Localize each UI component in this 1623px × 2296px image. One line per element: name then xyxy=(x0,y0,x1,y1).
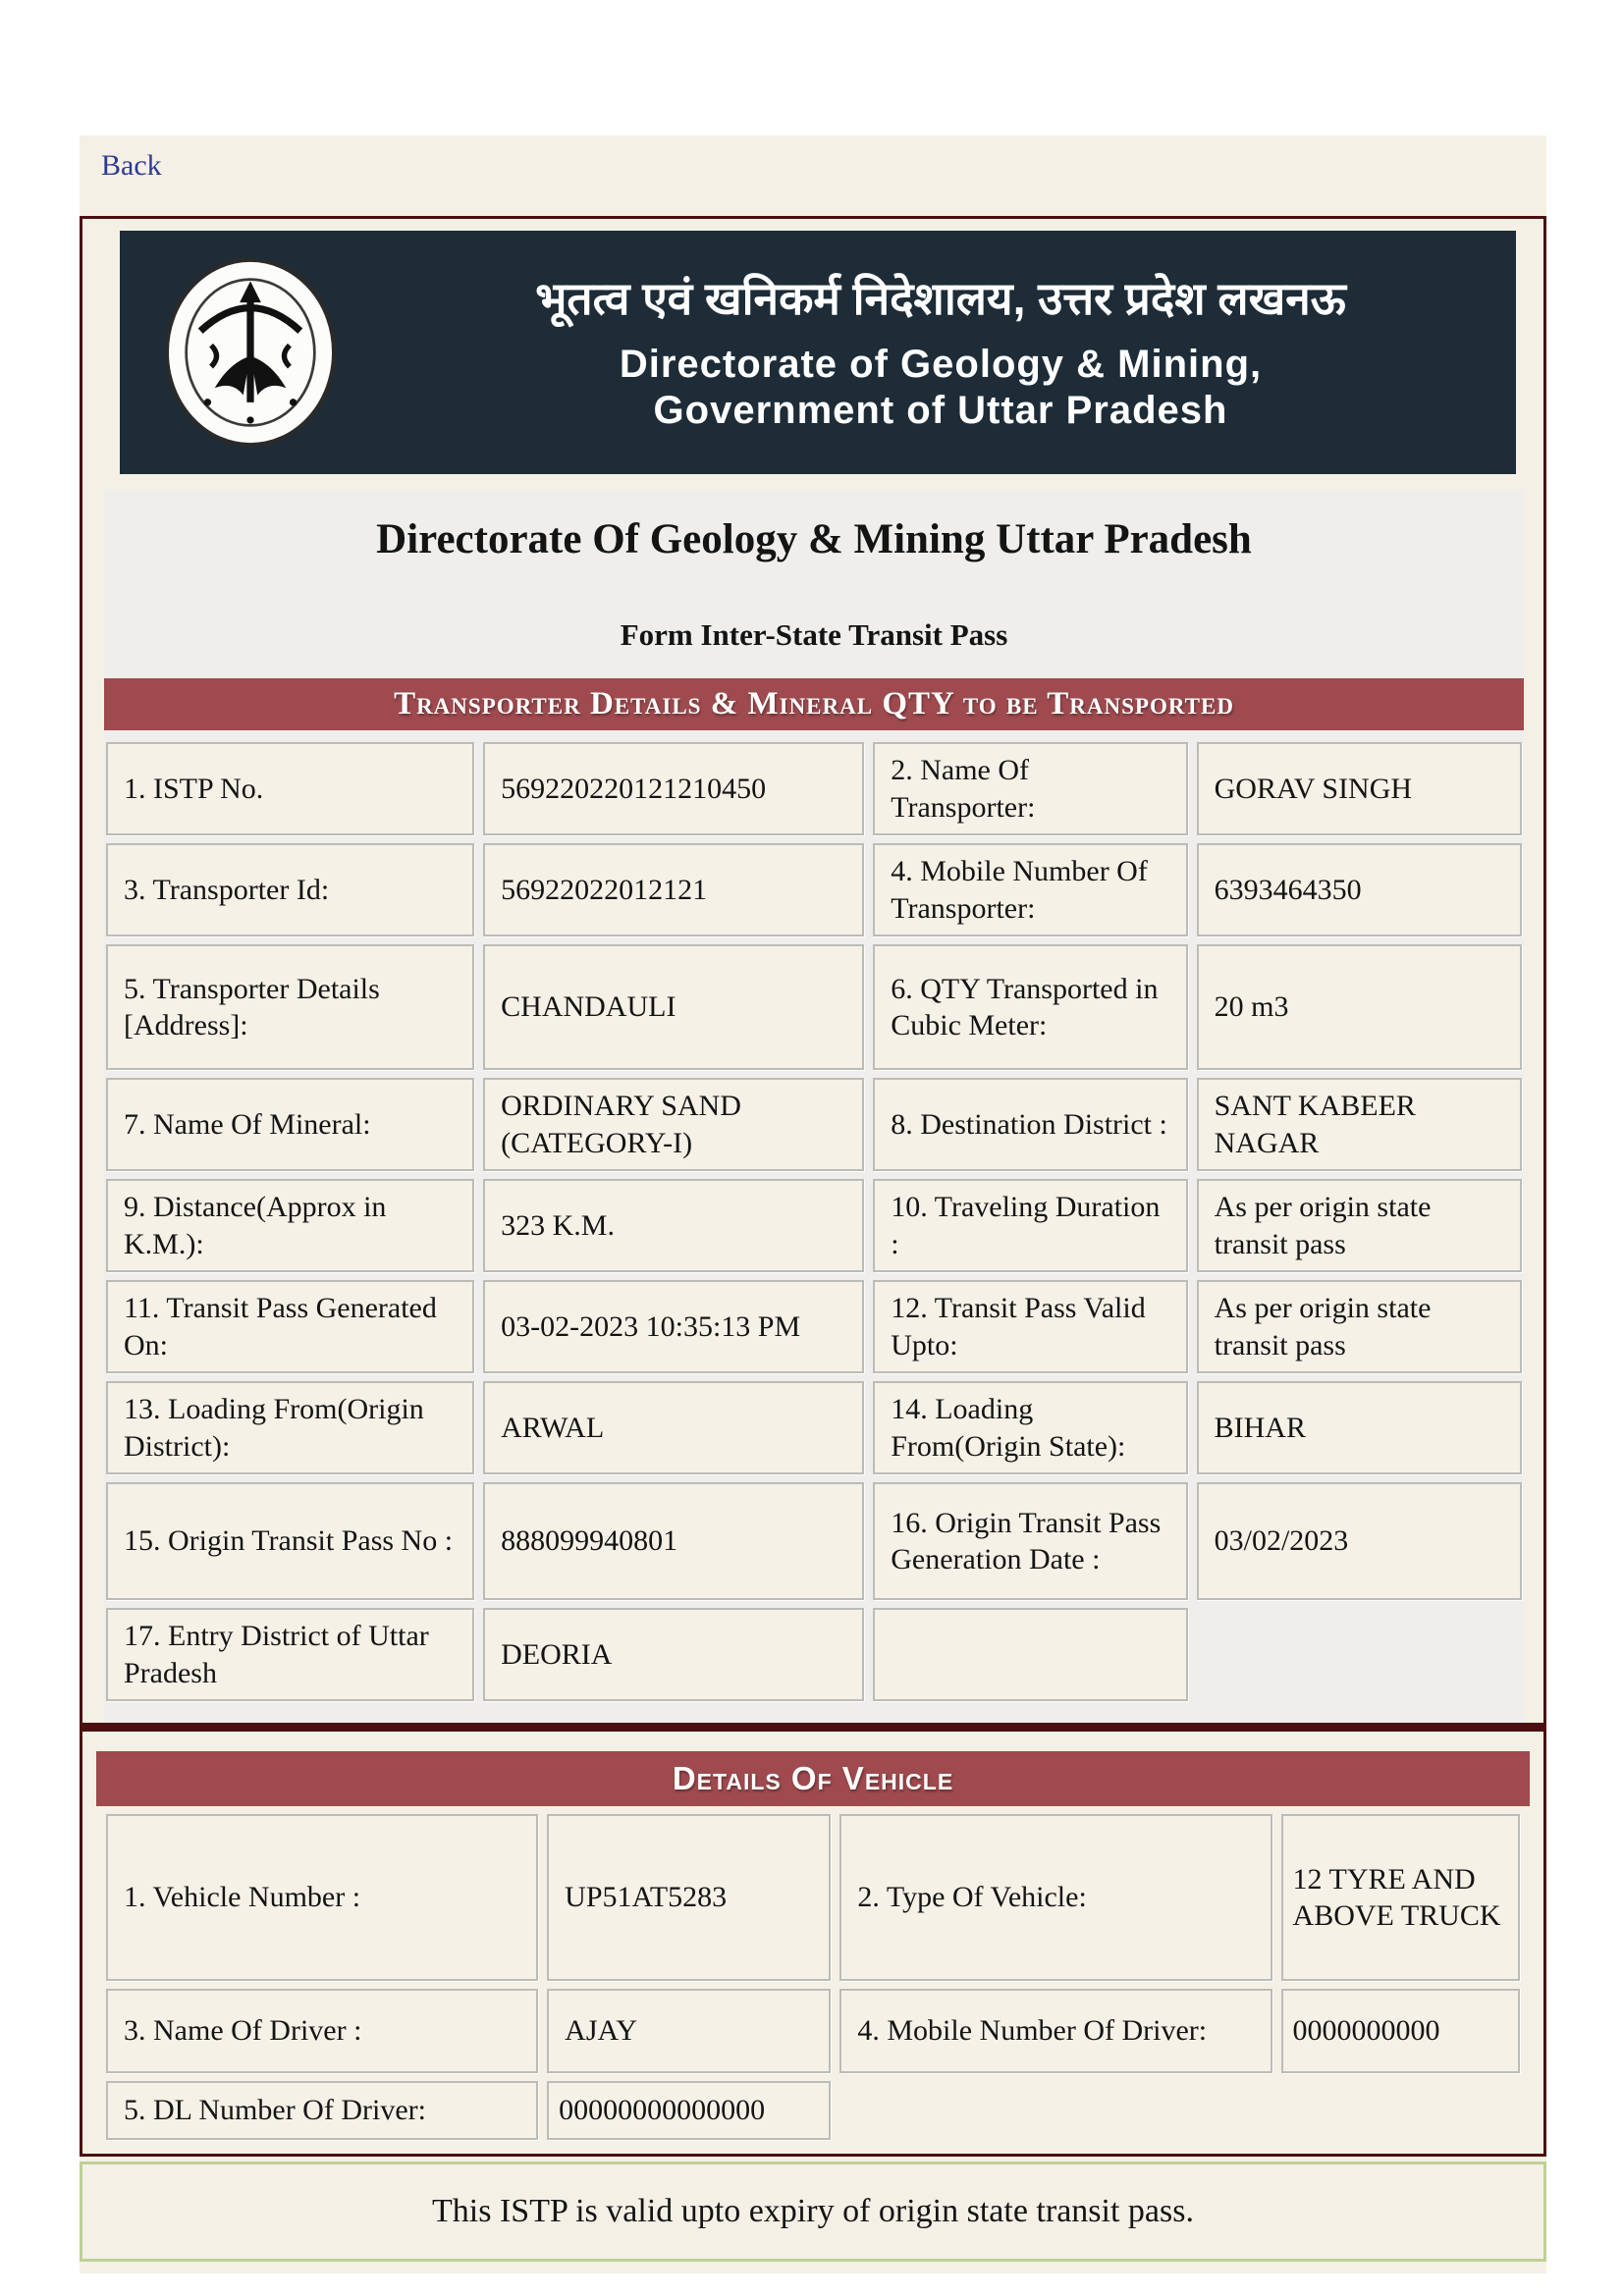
transporter-table xyxy=(104,742,1524,1701)
istp-no-value: 569220220121210450 xyxy=(483,742,864,835)
origin-pass-date-value: 03/02/2023 xyxy=(1197,1482,1522,1600)
table-row xyxy=(104,1078,1524,1171)
transporter-name-value: GORAV SINGH xyxy=(1197,742,1522,835)
driver-mobile-label: 4. Mobile Number Of Driver: xyxy=(839,1989,1271,2073)
transporter-name-label: 2. Name Of Transporter: xyxy=(873,742,1187,835)
valid-upto-label: 12. Transit Pass Valid Upto: xyxy=(873,1280,1187,1373)
form-subtitle: Form Inter-State Transit Pass xyxy=(620,617,1008,652)
origin-pass-no-value: 888099940801 xyxy=(483,1482,864,1600)
vehicle-number-label: 1. Vehicle Number : xyxy=(106,1814,538,1981)
valid-upto-value: As per origin state transit pass xyxy=(1197,1280,1522,1373)
origin-district-label: 13. Loading From(Origin District): xyxy=(106,1381,474,1474)
entry-district-value: DEORIA xyxy=(483,1608,864,1701)
traveling-duration-value: As per origin state transit pass xyxy=(1197,1179,1522,1272)
driver-name-value: AJAY xyxy=(547,1989,831,2073)
government-header-text xyxy=(385,231,1496,474)
vehicle-section-header: Details Of Vehicle xyxy=(96,1751,1530,1806)
table-row xyxy=(104,1482,1524,1600)
driver-mobile-value: 0000000000 xyxy=(1281,1989,1520,2073)
empty-cell xyxy=(873,1608,1187,1701)
dl-number-label: 5. DL Number Of Driver: xyxy=(106,2081,538,2140)
table-row xyxy=(106,1989,1520,2073)
table-row xyxy=(104,1179,1524,1272)
origin-pass-date-label: 16. Origin Transit Pass Generation Date : xyxy=(873,1482,1187,1600)
page-title: Directorate Of Geology & Mining Uttar Pradesh xyxy=(376,516,1252,562)
table-row xyxy=(104,1280,1524,1373)
validity-note xyxy=(80,2162,1546,2262)
generated-on-value: 03-02-2023 10:35:13 PM xyxy=(483,1280,864,1373)
destination-district-label: 8. Destination District : xyxy=(873,1078,1187,1171)
table-row xyxy=(104,944,1524,1070)
distance-value: 323 K.M. xyxy=(483,1179,864,1272)
transporter-mobile-label: 4. Mobile Number Of Transporter: xyxy=(873,843,1187,936)
origin-district-value: ARWAL xyxy=(483,1381,864,1474)
origin-pass-no-label: 15. Origin Transit Pass No : xyxy=(106,1482,474,1600)
origin-state-label: 14. Loading From(Origin State): xyxy=(873,1381,1187,1474)
english-title-line1: Directorate of Geology & Mining, xyxy=(619,342,1263,386)
mineral-name-label: 7. Name Of Mineral: xyxy=(106,1078,474,1171)
up-government-emblem-icon xyxy=(161,256,340,449)
transporter-id-value: 56922022012121 xyxy=(483,843,864,936)
origin-state-value: BIHAR xyxy=(1197,1381,1522,1474)
vehicle-panel xyxy=(80,1726,1546,2157)
transit-pass-panel xyxy=(80,216,1546,1726)
vehicle-type-label: 2. Type Of Vehicle: xyxy=(839,1814,1271,1981)
hindi-title: भूतत्व एवं खनिकर्म निदेशालय, उत्तर प्रदेश लखनऊ xyxy=(535,273,1346,325)
transporter-mobile-value: 6393464350 xyxy=(1197,843,1522,936)
vehicle-type-value: 12 TYRE AND ABOVE TRUCK xyxy=(1281,1814,1520,1981)
destination-district-value: SANT KABEER NAGAR xyxy=(1197,1078,1522,1171)
transporter-address-label: 5. Transporter Details [Address]: xyxy=(106,944,474,1070)
table-row xyxy=(104,742,1524,835)
qty-transported-value: 20 m3 xyxy=(1197,944,1522,1070)
dl-number-value: 00000000000000 xyxy=(547,2081,831,2140)
driver-name-label: 3. Name Of Driver : xyxy=(106,1989,538,2073)
transporter-address-value: CHANDAULI xyxy=(483,944,864,1070)
transporter-section-header: Transporter Details & Mineral QTY to be Transported xyxy=(104,678,1524,730)
transporter-id-label: 3. Transporter Id: xyxy=(106,843,474,936)
vehicle-number-value: UP51AT5283 xyxy=(547,1814,831,1981)
table-row xyxy=(106,2081,1520,2140)
content-column xyxy=(80,135,1546,2273)
english-title-line2: Government of Uttar Pradesh xyxy=(653,388,1228,432)
mineral-name-value: ORDINARY SAND (CATEGORY-I) xyxy=(483,1078,864,1171)
back-link[interactable]: Back xyxy=(101,149,162,182)
transit-pass-body xyxy=(104,490,1524,1723)
table-row xyxy=(104,843,1524,936)
distance-label: 9. Distance(Approx in K.M.): xyxy=(106,1179,474,1272)
istp-no-label: 1. ISTP No. xyxy=(106,742,474,835)
traveling-duration-label: 10. Traveling Duration : xyxy=(873,1179,1187,1272)
back-bar xyxy=(80,135,1546,216)
table-row xyxy=(104,1608,1524,1701)
government-header-banner xyxy=(120,231,1516,474)
table-row xyxy=(106,1814,1520,1981)
generated-on-label: 11. Transit Pass Generated On: xyxy=(106,1280,474,1373)
vehicle-table xyxy=(82,1814,1543,2140)
validity-note-text: This ISTP is valid upto expiry of origin state transit pass. xyxy=(432,2193,1194,2229)
entry-district-label: 17. Entry District of Uttar Pradesh xyxy=(106,1608,474,1701)
table-row xyxy=(104,1381,1524,1474)
qty-transported-label: 6. QTY Transported in Cubic Meter: xyxy=(873,944,1187,1070)
